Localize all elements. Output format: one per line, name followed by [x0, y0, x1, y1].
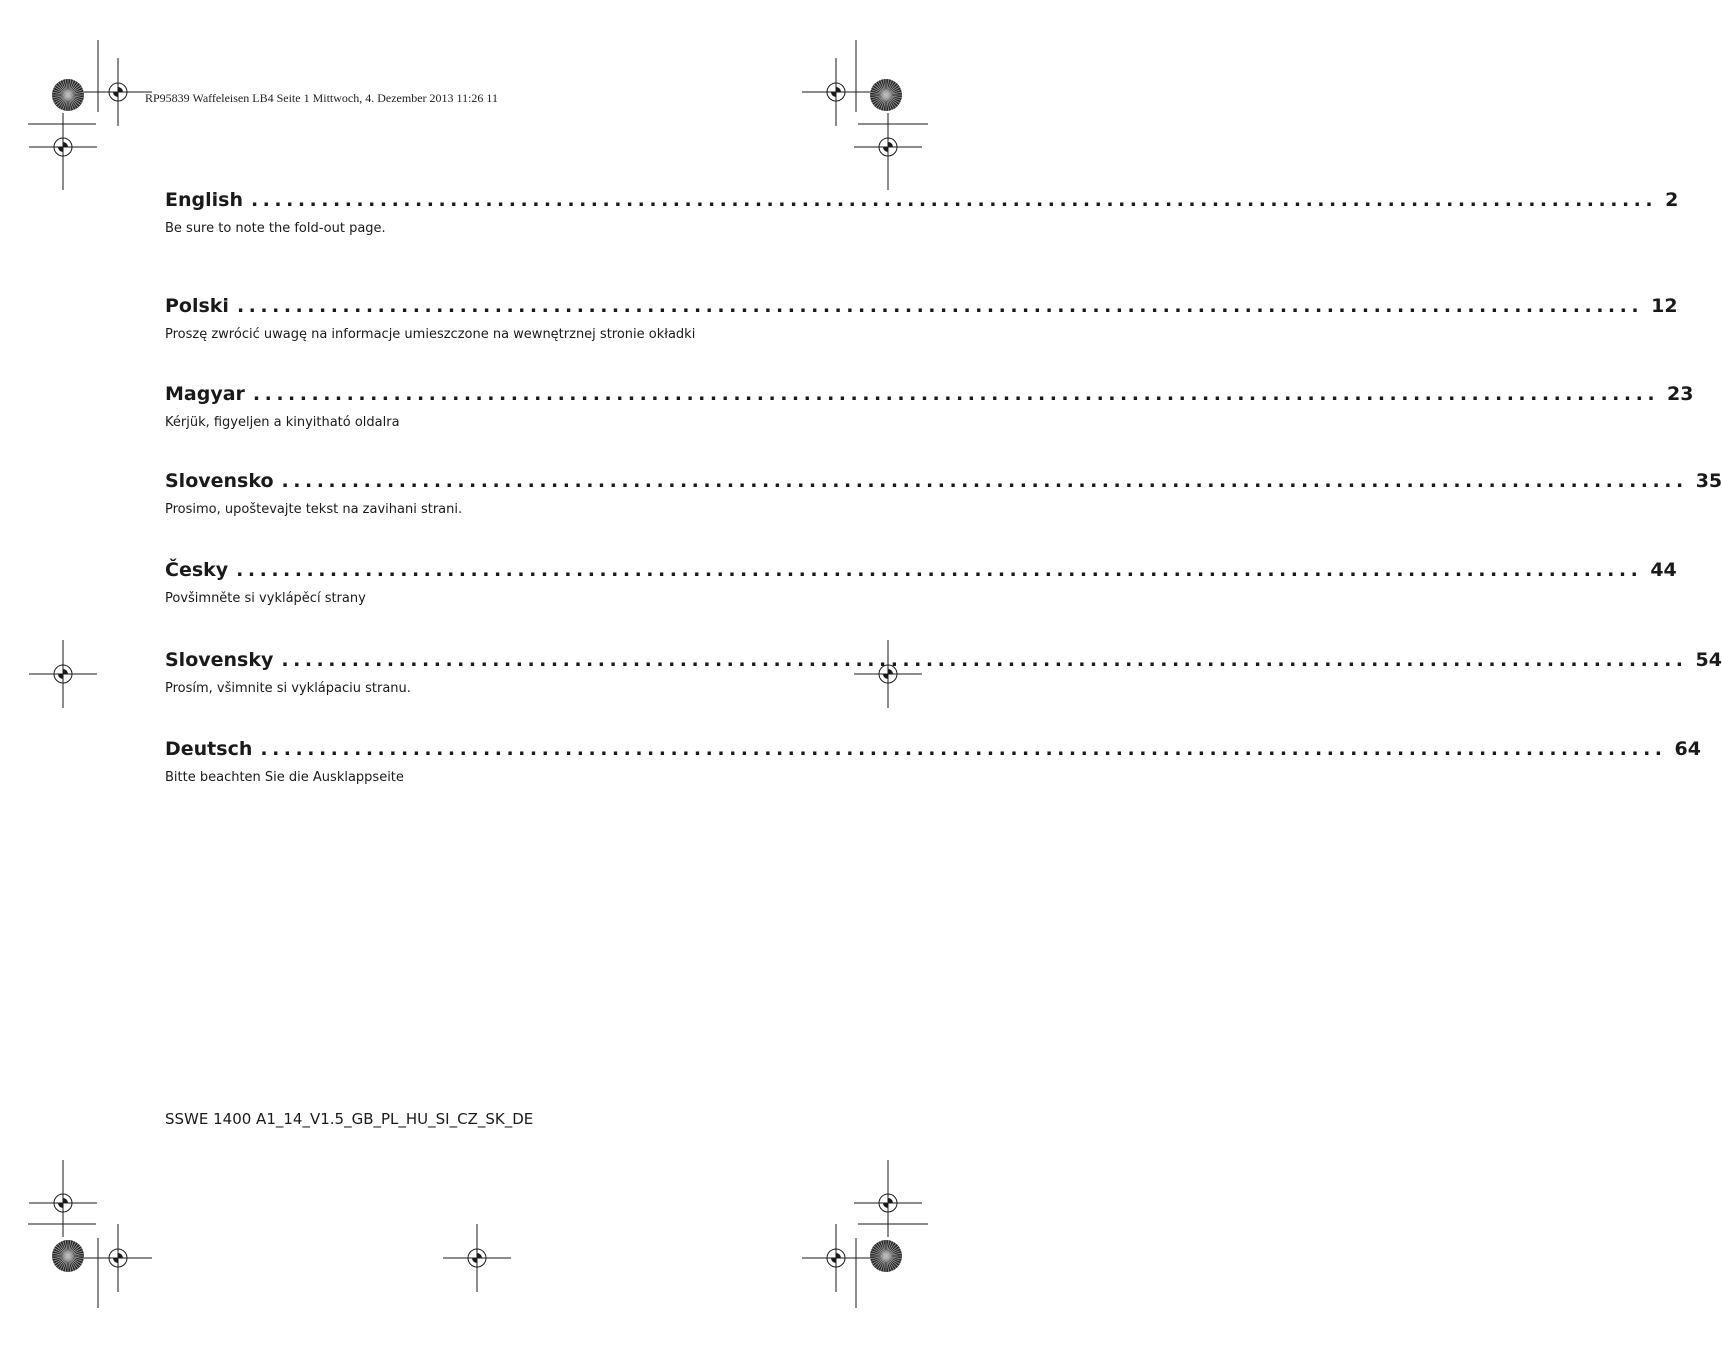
toc-page-number: 44 [1650, 559, 1677, 581]
toc-leader-dots: ........................................................................................................................ [250, 189, 1658, 211]
toc-page-number: 12 [1651, 295, 1678, 317]
toc-title: Slovensko [165, 470, 274, 492]
registration-target-icon [84, 1224, 152, 1292]
document-code: SSWE 1400 A1_14_V1.5_GB_PL_HU_SI_CZ_SK_DE [165, 1110, 534, 1128]
toc-page-number: 64 [1674, 738, 1701, 760]
toc-page-number: 54 [1695, 649, 1722, 671]
toc-title: Polski [165, 295, 229, 317]
toc-leader-dots: ........................................................................................................................ [252, 383, 1660, 405]
registration-target-icon [854, 1169, 922, 1237]
toc-note: Povšimněte si vyklápěcí strany [165, 591, 366, 606]
toc-note: Proszę zwrócić uwagę na informacje umieszczone na wewnętrznej stronie okładki [165, 327, 696, 342]
toc-leader-dots: ........................................................................................................................ [260, 738, 1667, 760]
toc-entry-slovensky[interactable] [165, 648, 1722, 697]
toc-entry-magyar[interactable] [165, 382, 1694, 431]
toc-entry-slovensko[interactable] [165, 469, 1722, 518]
toc-entry-cesky[interactable] [165, 558, 1677, 607]
toc-page-number: 2 [1665, 189, 1679, 211]
toc-leader-dots: ........................................................................................................................ [236, 295, 1644, 317]
registration-target-icon [443, 1224, 511, 1292]
registration-starburst-icon [52, 79, 84, 111]
toc-title: Česky [165, 559, 229, 581]
registration-starburst-icon [870, 1240, 902, 1272]
toc-entry-polski[interactable] [165, 294, 1678, 343]
registration-target-icon [802, 1224, 870, 1292]
toc-note: Be sure to note the fold-out page. [165, 221, 386, 236]
registration-target-icon [29, 640, 97, 708]
registration-starburst-icon [870, 79, 902, 111]
toc-leader-dots: ........................................................................................................................ [281, 649, 1688, 671]
toc-title: Deutsch [165, 738, 253, 760]
registration-target-icon [84, 58, 152, 126]
toc-title: English [165, 189, 243, 211]
toc-page-number: 35 [1695, 470, 1722, 492]
toc-note: Bitte beachten Sie die Ausklappseite [165, 770, 404, 785]
registration-target-icon [802, 58, 870, 126]
print-slug: RP95839 Waffeleisen LB4 Seite 1 Mittwoch, 4. Dezember 2013 11:26 11 [145, 91, 498, 105]
registration-target-icon [29, 113, 97, 181]
toc-note: Kérjük, figyeljen a kinyitható oldalra [165, 415, 400, 430]
toc-leader-dots: ........................................................................................................................ [281, 470, 1688, 492]
toc-title: Magyar [165, 383, 245, 405]
toc-entry-english[interactable] [165, 188, 1679, 237]
toc-entry-deutsch[interactable] [165, 737, 1701, 786]
registration-target-icon [854, 113, 922, 181]
registration-starburst-icon [52, 1240, 84, 1272]
toc-title: Slovensky [165, 649, 274, 671]
toc-page-number: 23 [1667, 383, 1694, 405]
toc-note: Prosím, všimnite si vyklápaciu stranu. [165, 681, 411, 696]
registration-target-icon [29, 1169, 97, 1237]
toc-leader-dots: ........................................................................................................................ [236, 559, 1643, 581]
toc-note: Prosimo, upoštevajte tekst na zavihani strani. [165, 502, 463, 517]
